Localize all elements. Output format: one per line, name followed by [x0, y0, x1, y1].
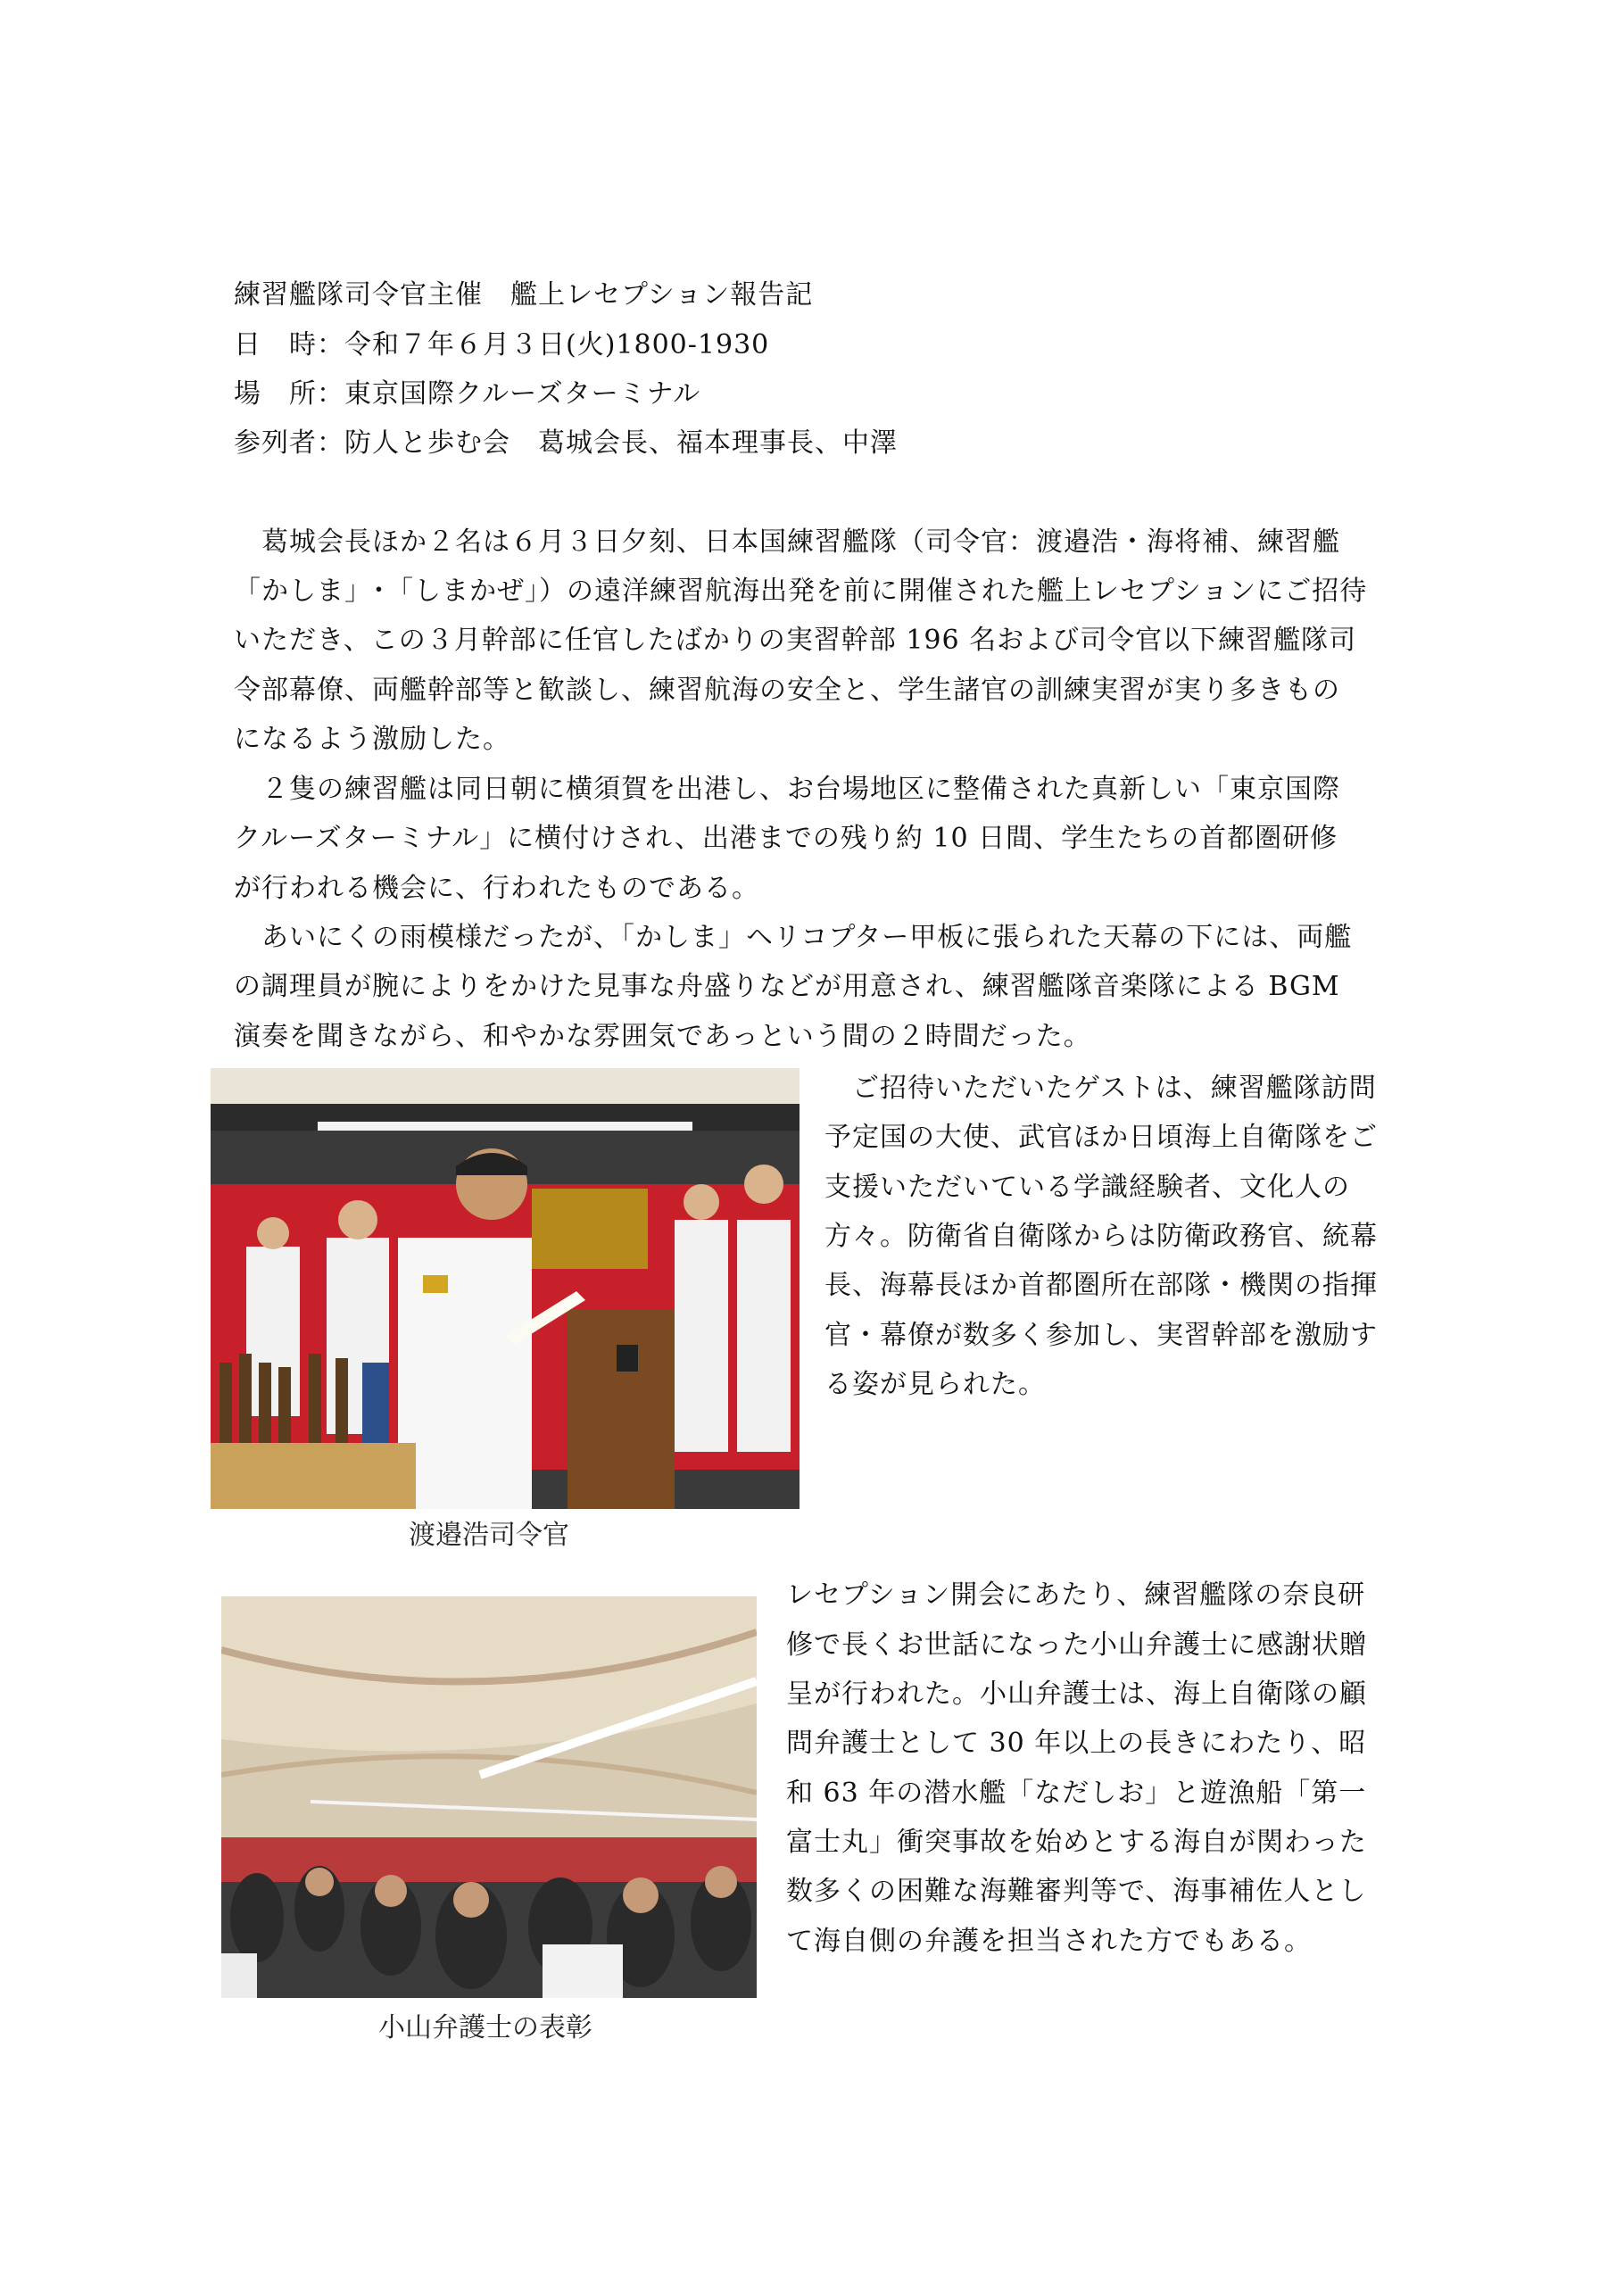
section2-line: 富士丸」衝突事故を始めとする海自が関わった: [786, 1827, 1367, 1858]
body-line: 令部幕僚、両艦幹部等と歓談し、練習航海の安全と、学生諸官の訓練実習が実り多きもの: [234, 675, 1340, 706]
section2-line: レセプション開会にあたり、練習艦隊の奈良研: [786, 1579, 1366, 1611]
body-line: クルーズターミナル」に横付けされ、出港までの残り約 10 日間、学生たちの首都圏研修: [234, 823, 1338, 854]
section1-line: 長、海幕長ほか首都圏所在部隊・機関の指揮: [824, 1270, 1378, 1301]
reception-crowd-photo: [221, 1596, 757, 1998]
body-line: 「かしま」･「しまかぜ」）の遠洋練習航海出発を前に開催された艦上レセプションにご招待: [234, 576, 1368, 607]
report-title: 練習艦隊司令官主催 艦上レセプション報告記: [234, 279, 814, 311]
section2-line: 修で長くお世話になった小山弁護士に感謝状贈: [786, 1629, 1367, 1661]
section2-line: 呈が行われた。小山弁護士は、海上自衛隊の顧: [786, 1678, 1367, 1710]
date-line: 日 時：令和７年６月３日(火)1800-1930: [234, 329, 770, 361]
section2-line: 問弁護士として 30 年以上の長きにわたり、昭: [786, 1728, 1367, 1759]
body-line: ２隻の練習艦は同日朝に横須賀を出港し、お台場地区に整備された真新しい「東京国際: [234, 774, 1340, 805]
section2-line: 数多くの困難な海難審判等で、海事補佐人とし: [786, 1876, 1367, 1907]
commander-speech-photo: [211, 1068, 800, 1509]
body-line: あいにくの雨模様だったが、「かしま」ヘリコプター甲板に張られた天幕の下には、両艦: [234, 922, 1353, 953]
attendees-line: 参列者：防人と歩む会 葛城会長、福本理事長、中澤: [234, 427, 898, 459]
section1-line: 方々。防衛省自衛隊からは防衛政務官、統幕: [824, 1221, 1378, 1252]
body-line: いただき、この３月幹部に任官したばかりの実習幹部 196 名および司令官以下練習艦隊司: [234, 625, 1357, 656]
section1-line: ご招待いただいたゲストは、練習艦隊訪問: [824, 1073, 1377, 1104]
body-line: 葛城会長ほか２名は６月３日夕刻、日本国練習艦隊（司令官：渡邉浩・海将補、練習艦: [234, 526, 1340, 558]
section2-line: 和 63 年の潜水艦「なだしお」と遊漁船「第一: [786, 1778, 1367, 1809]
body-line: 演奏を聞きながら、和やかな雰囲気であっという間の２時間だった。: [234, 1021, 1091, 1052]
body-line: になるよう激励した。: [234, 724, 510, 755]
place-line: 場 所：東京国際クルーズターミナル: [234, 378, 701, 410]
body-line: が行われる機会に、行われたものである。: [234, 873, 759, 904]
body-line: の調理員が腕によりをかけた見事な舟盛りなどが用意され、練習艦隊音楽隊による BGM: [234, 971, 1340, 1002]
section1-line: 予定国の大使、武官ほか日頃海上自衛隊をご: [824, 1122, 1378, 1153]
photo2-caption: 小山弁護士の表彰: [378, 2012, 592, 2043]
section1-line: 官・幕僚が数多く参加し、実習幹部を激励す: [824, 1320, 1378, 1351]
section1-line: 支援いただいている学識経験者、文化人の: [824, 1172, 1350, 1203]
photo1-caption: 渡邉浩司令官: [409, 1520, 569, 1551]
section2-line: て海自側の弁護を担当された方でもある。: [786, 1926, 1312, 1957]
section1-line: る姿が見られた。: [824, 1369, 1046, 1400]
